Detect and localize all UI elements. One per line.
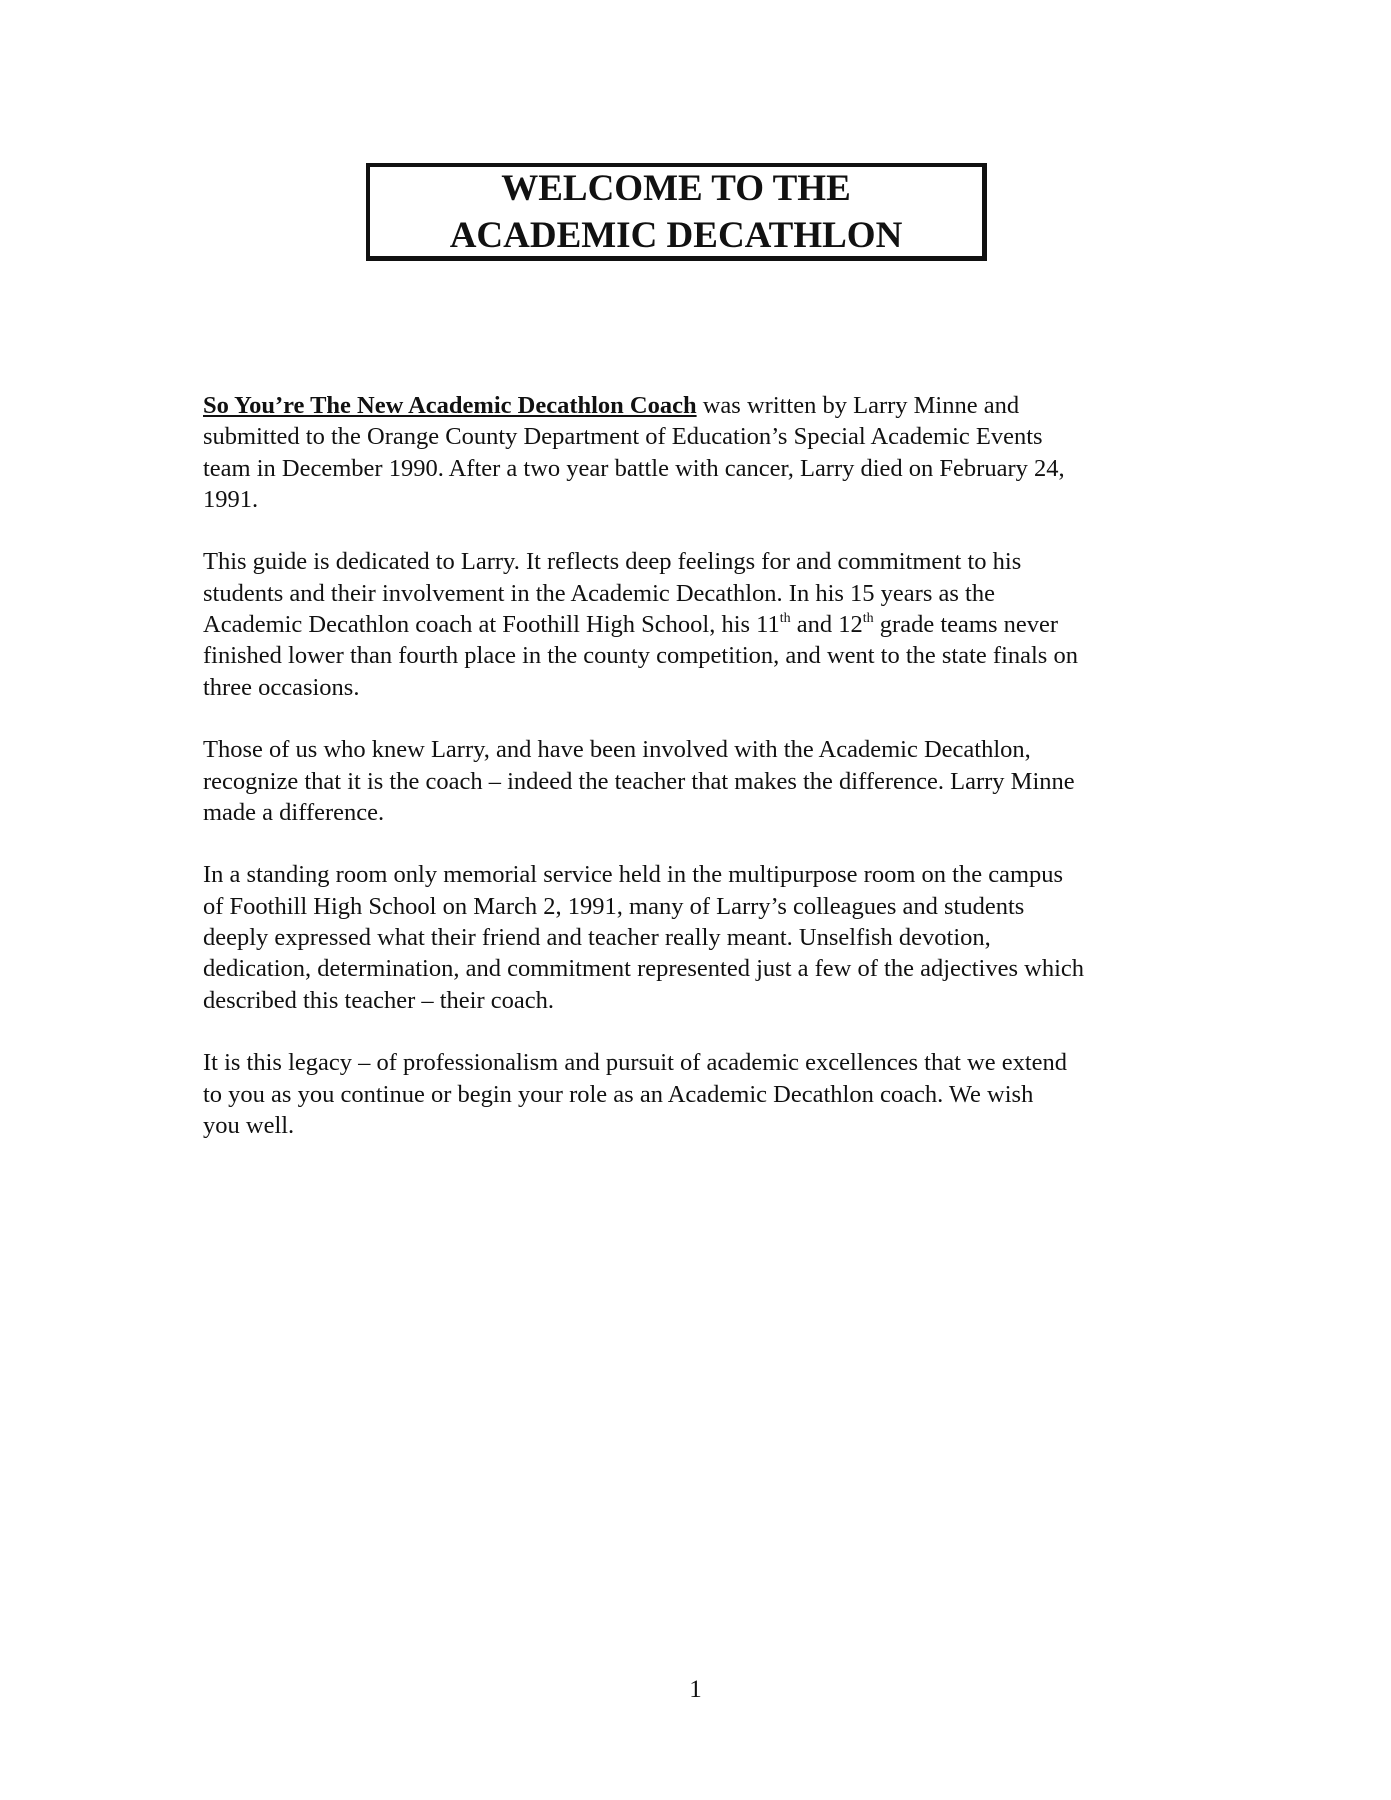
text-line: In a standing room only memorial service held in the multipurpose room on the campus [203, 861, 1064, 889]
text-line: described this teacher – their coach. [203, 986, 555, 1014]
book-title: So You’re The New Academic Decathlon Coach [203, 392, 697, 419]
text-line: team in December 1990. After a two year battle with cancer, Larry died on February 24, [203, 454, 1065, 482]
text-line: dedication, determination, and commitment represented just a few of the adjectives which [203, 955, 1085, 983]
text-line: three occasions. [203, 673, 360, 701]
title-line-2: ACADEMIC DECATHLON [449, 214, 903, 256]
superscript: th [779, 611, 791, 627]
text-line: to you as you continue or begin your role as an Academic Decathlon coach. We wish [203, 1080, 1034, 1108]
text-segment: was written by Larry Minne and [696, 392, 1020, 419]
text-line: recognize that it is the coach – indeed the teacher that makes the difference. Larry Minne [203, 767, 1075, 795]
text-line: made a difference. [203, 798, 385, 826]
text-line: It is this legacy – of professionalism and pursuit of academic excellences that we extend [203, 1049, 1068, 1077]
paragraph-dedication [203, 546, 1203, 702]
text-line: 1991. [203, 485, 259, 513]
text-segment: Academic Decathlon coach at Foothill High School, his 11 [203, 611, 780, 639]
paragraph-legacy [203, 1047, 1203, 1141]
paragraph-difference [203, 734, 1203, 828]
text-line: This guide is dedicated to Larry. It reflects deep feelings for and commitment to his [203, 548, 1022, 576]
body-text [203, 390, 1203, 1172]
text-line: finished lower than fourth place in the county competition, and went to the state finals on [203, 642, 1078, 670]
paragraph-memorial [203, 859, 1203, 1015]
title-box [366, 163, 987, 261]
text-line [203, 390, 1203, 421]
page-number: 1 [689, 1676, 702, 1703]
text-segment: and 12 [790, 611, 863, 639]
text-line: students and their involvement in the Academic Decathlon. In his 15 years as the [203, 579, 995, 607]
text-line: you well. [203, 1111, 295, 1139]
superscript: th [862, 611, 874, 627]
text-line: deeply expressed what their friend and teacher really meant. Unselfish devotion, [203, 924, 991, 952]
text-line: Those of us who knew Larry, and have been involved with the Academic Decathlon, [203, 736, 1031, 764]
paragraph-dedication-intro [203, 390, 1203, 515]
title-line-1: WELCOME TO THE [501, 167, 851, 209]
text-line: submitted to the Orange County Department of Education’s Special Academic Events [203, 423, 1043, 451]
text-line: of Foothill High School on March 2, 1991, many of Larry’s colleagues and students [203, 892, 1025, 920]
text-segment: grade teams never [873, 611, 1059, 639]
text-line [203, 609, 1203, 640]
